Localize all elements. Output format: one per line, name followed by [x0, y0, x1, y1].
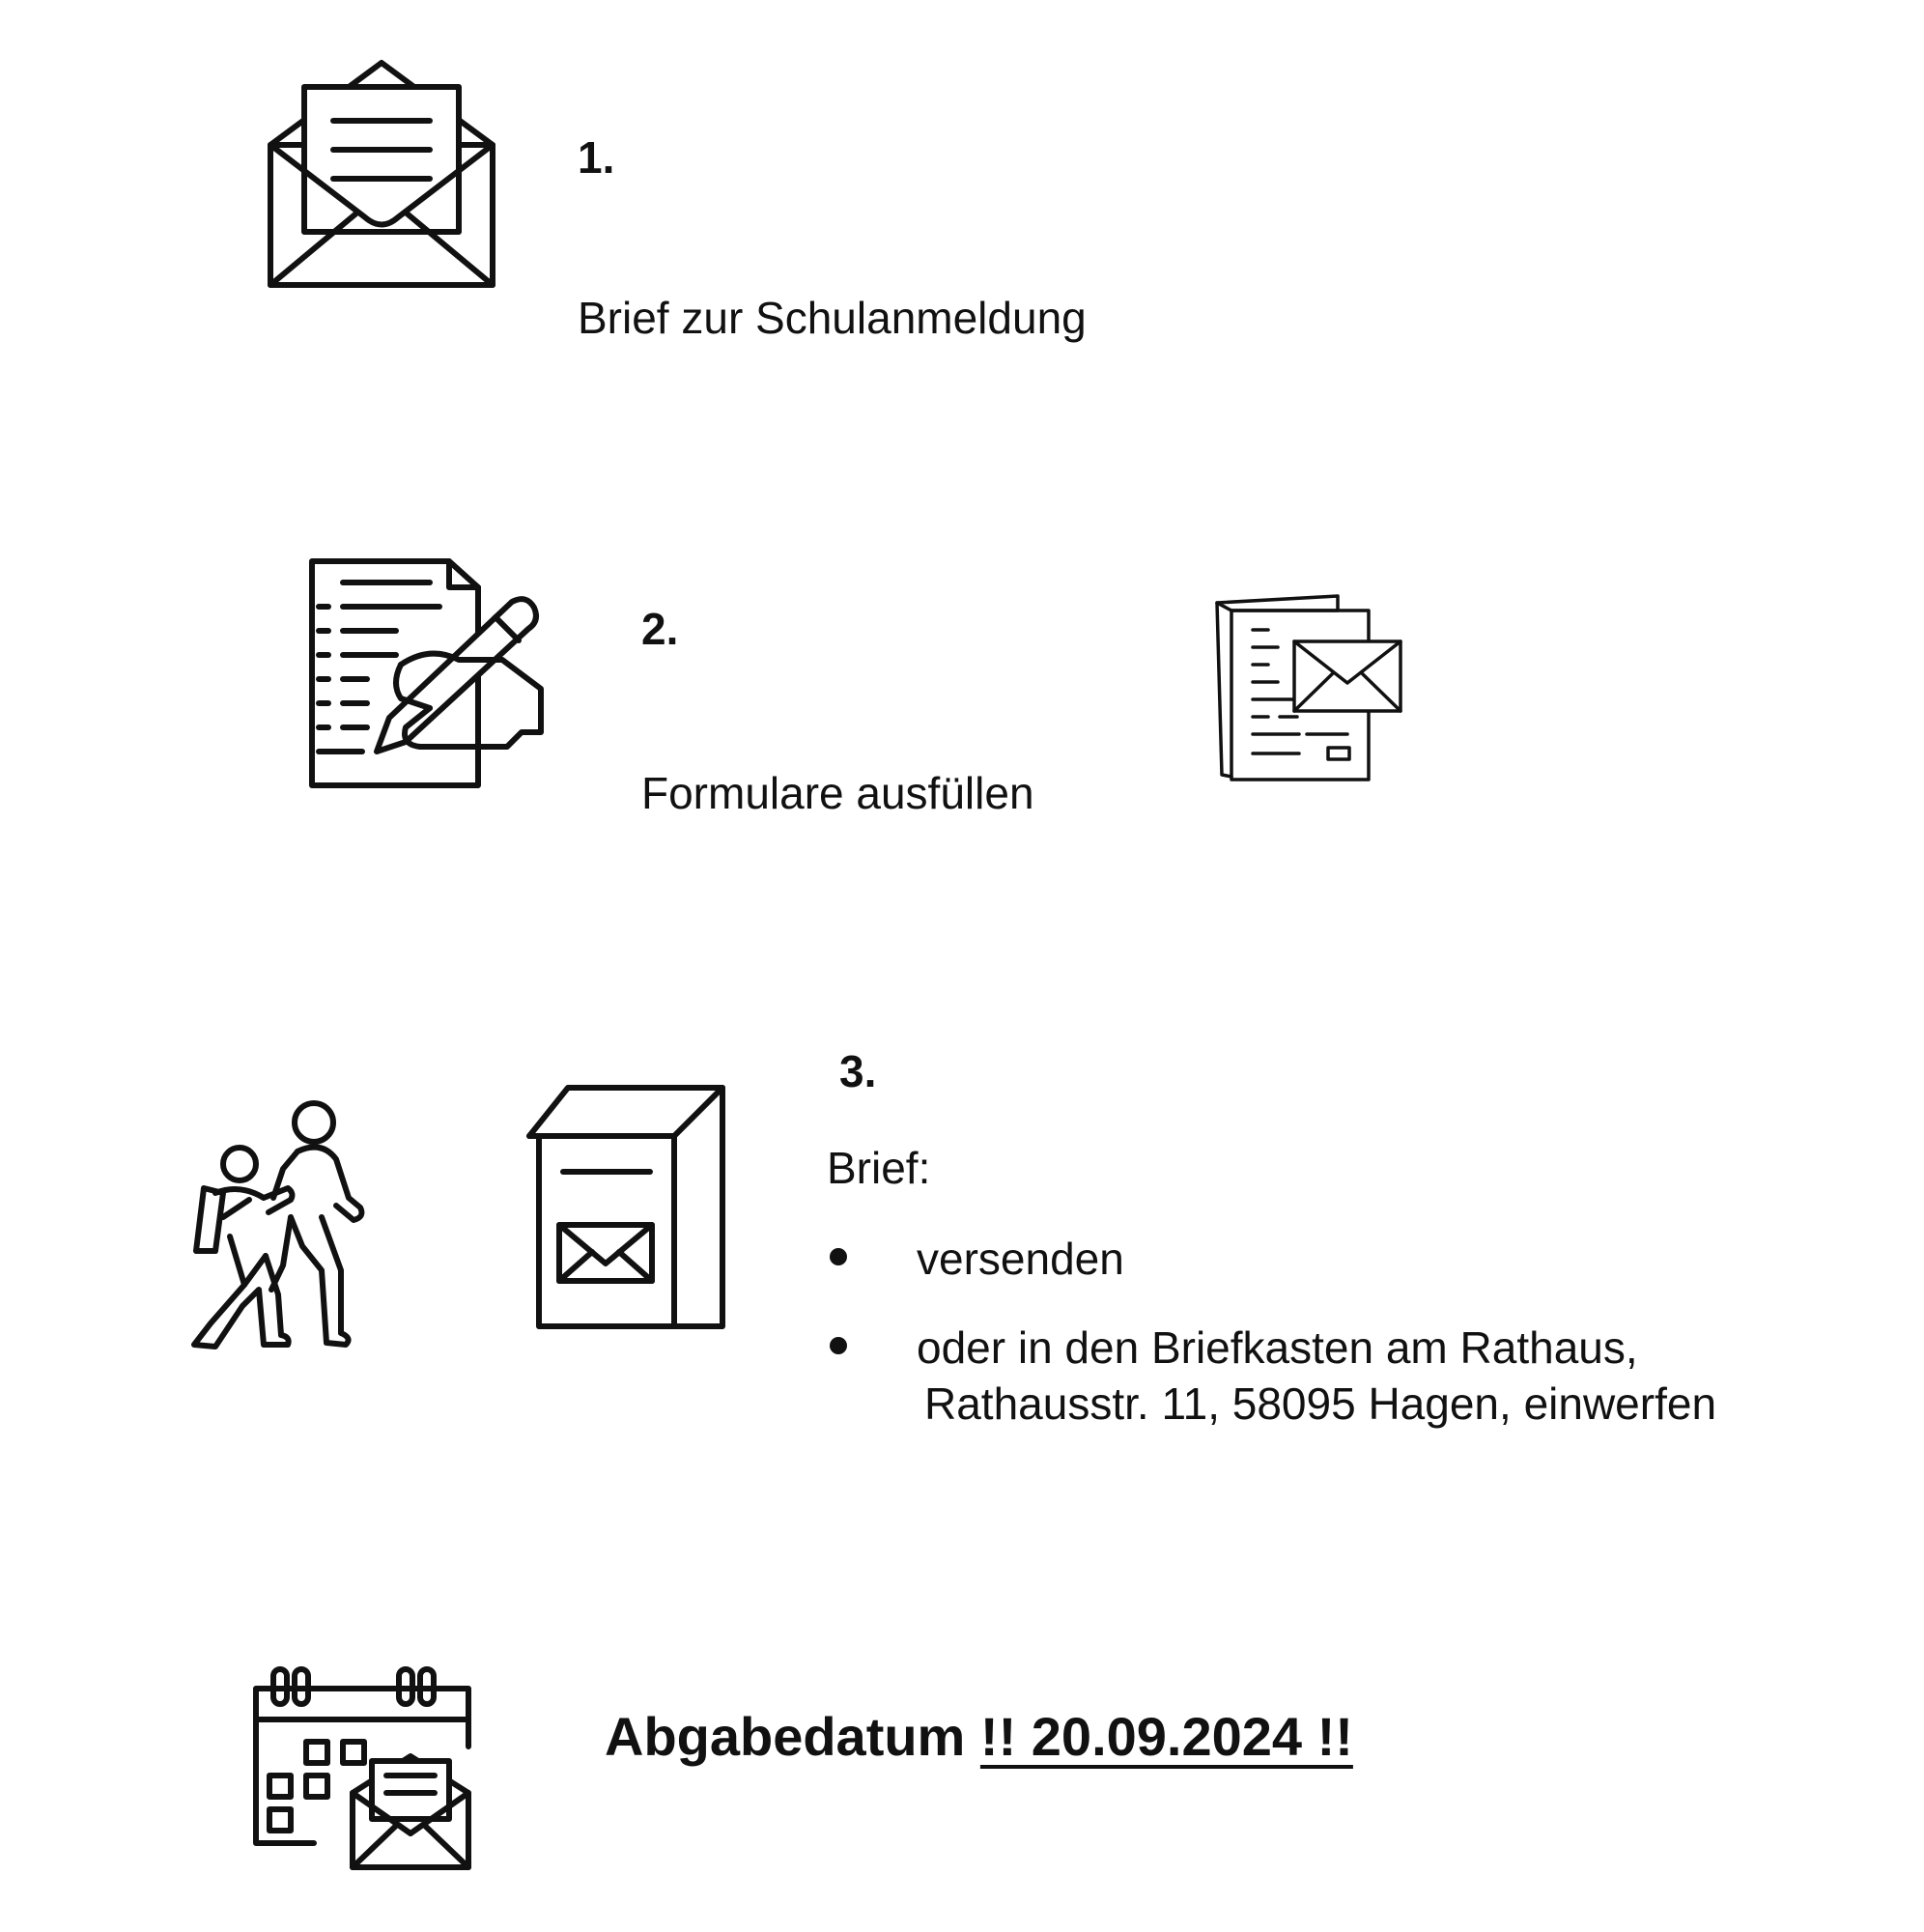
calendar-letter-icon [246, 1660, 478, 1877]
step-3-number: 3. [839, 1046, 877, 1096]
bullet-marker [830, 1337, 847, 1354]
bullet-marker [830, 1248, 847, 1265]
bullet-item-send: versenden [917, 1234, 1124, 1284]
walking-people-icon [177, 1092, 370, 1362]
mailbox-icon [524, 1080, 727, 1336]
documents-envelope-icon [1212, 591, 1405, 784]
deadline-label: Abgabedatum [605, 1706, 966, 1767]
step-1-number: 1. [578, 132, 615, 183]
deadline-line [605, 1706, 1353, 1767]
deadline-date: !! 20.09.2024 !! [979, 1706, 1353, 1767]
form-signing-icon [304, 554, 555, 795]
step-2-text: Formulare ausfüllen [641, 768, 1034, 818]
bullet-item-mailbox-line1: oder in den Briefkasten am Rathaus, [917, 1322, 1638, 1373]
step-3-heading: Brief: [827, 1143, 931, 1193]
step-2-number: 2. [641, 604, 679, 654]
bullet-item-mailbox-line2: Rathausstr. 11, 58095 Hagen, einwerfen [924, 1378, 1717, 1429]
step-1-text: Brief zur Schulanmeldung [578, 293, 1087, 343]
open-letter-icon [261, 53, 512, 295]
